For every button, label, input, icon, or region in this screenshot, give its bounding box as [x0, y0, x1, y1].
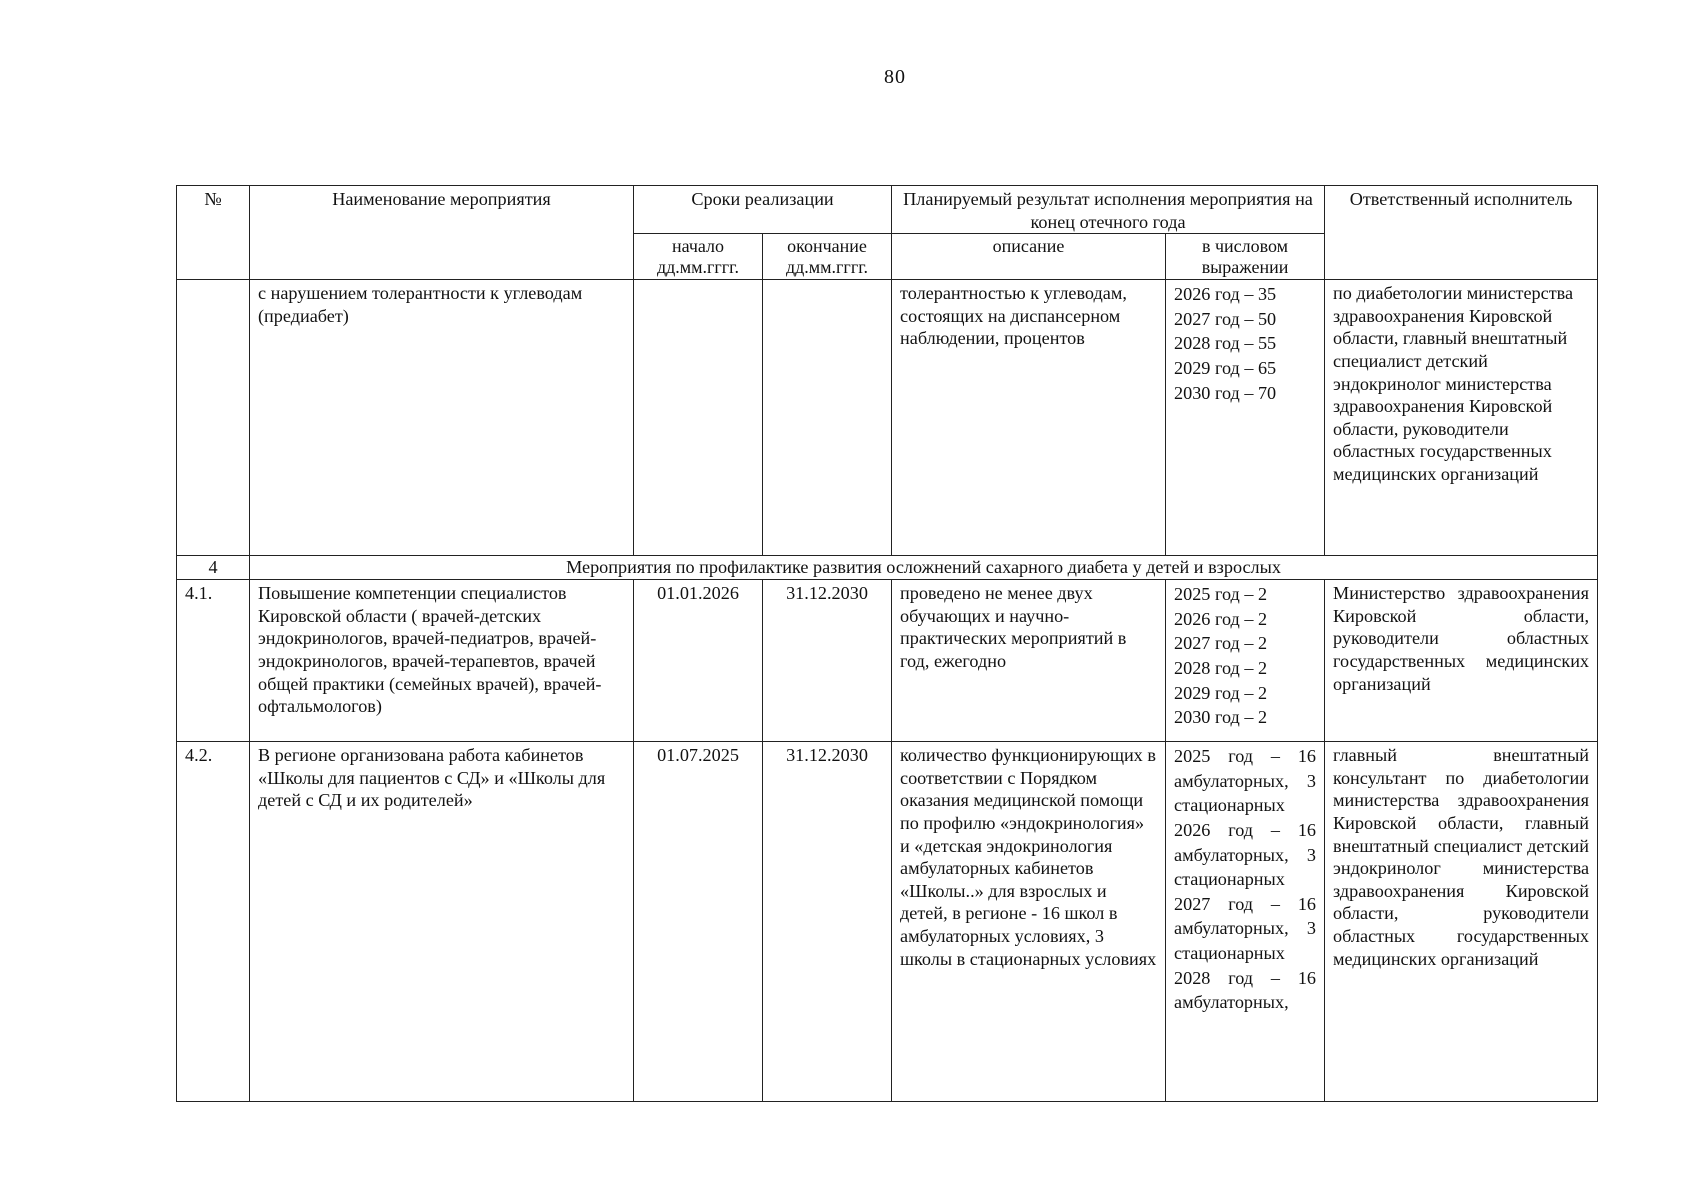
row-name: Повышение компетенции специалистов Кировской области ( врачей-детских эндокринологов, врачей-педиатров, врачей-эндокринологов, врачей-терапевтов, врачей общей практики (семейных врачей), врачей-офтальмологов) [250, 580, 634, 742]
cont-numeric [1166, 280, 1325, 556]
row-numeric-4: 2028 год – 2 [1174, 657, 1268, 678]
row-numeric-4: 2028 год – 16 амбулаторных, [1174, 967, 1317, 1013]
row-start: 01.07.2025 [634, 742, 763, 1102]
header-num: № [177, 186, 250, 280]
cont-name: с нарушением толерантности к углеводам (предиабет) [250, 280, 634, 556]
row-start: 01.01.2026 [634, 580, 763, 742]
header-terms: Сроки реализации [634, 186, 892, 234]
cont-description: толерантностью к углеводам, состоящих на диспансерном наблюдении, процентов [892, 280, 1166, 556]
page-number: 80 [884, 66, 906, 88]
section-title: Мероприятия по профилактике развития осложнений сахарного диабета у детей и взрослых [250, 556, 1598, 580]
cont-responsible: по диабетологии министерства здравоохранения Кировской области, главный внештатный специалист детский эндокринолог министерства здравоохранения Кировской области, руководители областных государственных медицинских организаций [1325, 280, 1598, 556]
table-row [177, 742, 1598, 1102]
cont-num [177, 280, 250, 556]
header-start: начало дд.мм.гггг. [634, 234, 763, 280]
header-end: окончание дд.мм.гггг. [763, 234, 892, 280]
cont-start [634, 280, 763, 556]
header-row-1 [177, 186, 1598, 234]
row-num: 4.1. [177, 580, 250, 742]
cont-numeric-3: 2028 год – 55 [1174, 333, 1277, 354]
row-numeric [1166, 580, 1325, 742]
cont-end [763, 280, 892, 556]
row-name: В регионе организована работа кабинетов «Школы для пациентов с СД» и «Школы для детей с СД и их родителей» [250, 742, 634, 1102]
header-description: описание [892, 234, 1166, 280]
cont-numeric-5: 2030 год – 70 [1174, 382, 1277, 403]
continuation-row [177, 280, 1598, 556]
row-end: 31.12.2030 [763, 742, 892, 1102]
cont-numeric-2: 2027 год – 50 [1174, 308, 1277, 329]
row-numeric-5: 2029 год – 2 [1174, 682, 1268, 703]
row-description: количество функционирующих в соответствии с Порядком оказания медицинской помощи по профилю «эндокринология» и «детская эндокринология амбулаторных кабинетов «Школы..» для взрослых и детей, в регионе - 16 школ в амбулаторных условиях, 3 школы в стационарных условиях [892, 742, 1166, 1102]
row-description: проведено не менее двух обучающих и научно-практических мероприятий в год, ежегодно [892, 580, 1166, 742]
row-numeric-3: 2027 год – 2 [1174, 633, 1268, 654]
cont-numeric-4: 2029 год – 65 [1174, 357, 1277, 378]
header-name: Наименование мероприятия [250, 186, 634, 280]
header-result: Планируемый результат исполнения мероприятия на конец отечного года [892, 186, 1325, 234]
row-numeric-1: 2025 год – 2 [1174, 584, 1268, 605]
row-numeric-6: 2030 год – 2 [1174, 707, 1268, 728]
table-row [177, 580, 1598, 742]
row-numeric-2: 2026 год – 2 [1174, 608, 1268, 629]
header-numeric: в числовом выражении [1166, 234, 1325, 280]
row-end: 31.12.2030 [763, 580, 892, 742]
row-numeric-3: 2027 год – 16 амбулаторных, 3 стационарных [1174, 893, 1317, 963]
section-row [177, 556, 1598, 580]
header-responsible: Ответственный исполнитель [1325, 186, 1598, 280]
section-num: 4 [177, 556, 250, 580]
row-responsible: главный внештатный консультант по диабетологии министерства здравоохранения Кировской области, главный внештатный специалист детский эндокринолог министерства здравоохранения Кировской области, руководители областных государственных медицинских организаций [1325, 742, 1598, 1102]
row-responsible: Министерство здравоохранения Кировской области, руководители областных государственных медицинских организаций [1325, 580, 1598, 742]
row-numeric [1166, 742, 1325, 1102]
activities-table [176, 185, 1598, 1102]
row-numeric-1: 2025 год – 16 амбулаторных, 3 стационарных [1174, 746, 1317, 816]
row-num: 4.2. [177, 742, 250, 1102]
row-numeric-2: 2026 год – 16 амбулаторных, 3 стационарных [1174, 819, 1317, 890]
cont-numeric-1: 2026 год – 35 [1174, 284, 1277, 305]
